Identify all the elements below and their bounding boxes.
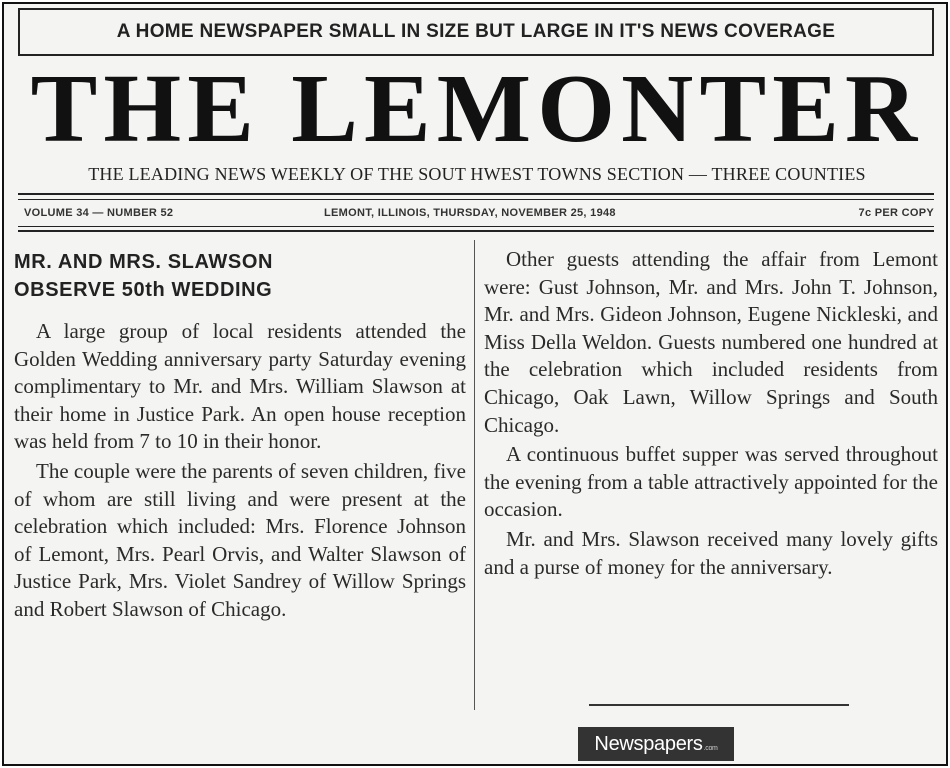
place-date: LEMONT, ILLINOIS, THURSDAY, NOVEMBER 25, 1948 xyxy=(324,207,616,219)
article-headline xyxy=(14,248,466,304)
volume-number: VOLUME 34 — NUMBER 52 xyxy=(24,207,174,219)
article-paragraph: A large group of local residents attended the Golden Wedding anniversary party Saturday evening complimentary to Mr. and Mrs. William Slawson at their home in Justice Park. An open house reception was held from 7 to 10 in their honor. xyxy=(14,319,466,454)
masthead-title: THE LEMONTER xyxy=(30,55,924,163)
article-paragraph: A continuous buffet supper was served throughout the evening from a table attractively appointed for the occasion. xyxy=(484,442,938,522)
price: 7c PER COPY xyxy=(858,207,934,219)
issue-info-bar xyxy=(24,205,934,223)
newspapers-logo xyxy=(578,727,734,761)
headline-line-1: MR. AND MRS. SLAWSON xyxy=(14,251,274,273)
newspaper-clipping xyxy=(2,2,948,766)
divider-rule xyxy=(18,199,934,200)
article-column-right xyxy=(484,246,938,581)
tagline: A HOME NEWSPAPER SMALL IN SIZE BUT LARGE IN IT'S NEWS COVERAGE xyxy=(116,21,836,42)
article-paragraph: The couple were the parents of seven children, five of whom are still living and were present at the celebration which included: Mrs. Florence Johnson of Lemont, Mrs. Pearl Orvis, and Walter Slawson of Justice Park, Mrs. Violet Sandrey of Willow Springs and Robert Slawson of Chicago. xyxy=(14,458,466,621)
divider-rule xyxy=(18,230,934,232)
article-paragraph: Other guests attending the affair from Lemont were: Gust Johnson, Mr. and Mrs. John T. Johnson, Mr. and Mrs. Gideon Johnson, Eugene Nickleski, and Miss Della Weldon. Guests numbered one hundred at the celebration which included residents from Chicago, Oak Lawn, Willow Springs and South Chicago. xyxy=(484,247,938,437)
article-end-rule xyxy=(589,704,849,706)
masthead-subtitle: THE LEADING NEWS WEEKLY OF THE SOUT HWEST TOWNS SECTION — THREE COUNTIES xyxy=(88,164,866,184)
headline-line-2: OBSERVE 50th WEDDING xyxy=(14,279,273,301)
logo-brand: Newspapers xyxy=(594,732,703,755)
logo-suffix: .com xyxy=(703,745,718,752)
divider-rule xyxy=(18,226,934,227)
article-paragraph: Mr. and Mrs. Slawson received many lovely gifts and a purse of money for the anniversary. xyxy=(484,526,938,579)
column-divider xyxy=(474,240,475,710)
tagline-box xyxy=(18,8,934,56)
divider-rule xyxy=(18,193,934,195)
article-column-left xyxy=(14,242,466,624)
